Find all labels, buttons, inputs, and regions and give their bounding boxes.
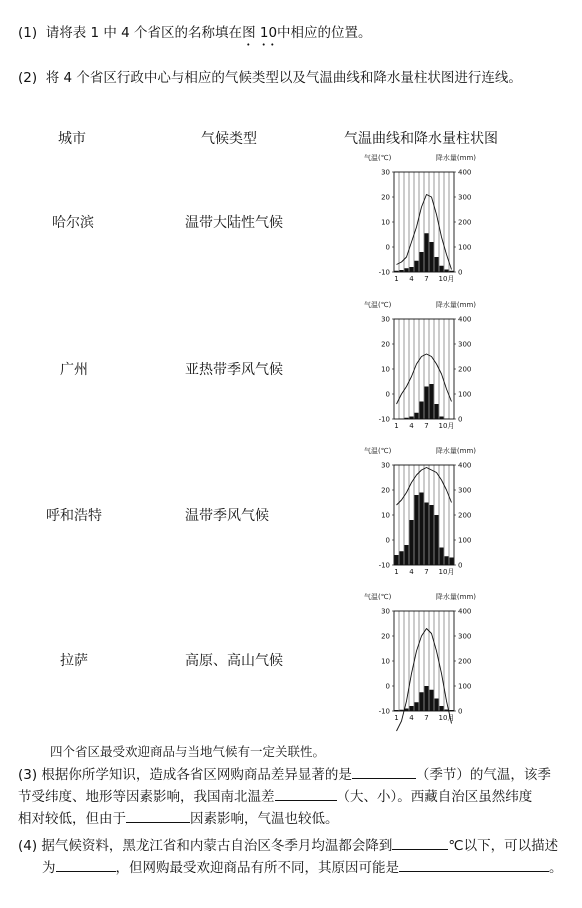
header-chart: 气温曲线和降水量柱状图 — [344, 131, 498, 147]
month-tick-label: 10月 — [438, 275, 455, 283]
temp-tick-label: 10 — [381, 218, 390, 227]
question-2-text: 将 4 个省区行政中心与相应的气候类型以及气温曲线和降水量柱状图进行连线。 — [45, 70, 522, 86]
question-4-line-1 — [18, 835, 578, 857]
month-tick-label: 7 — [424, 568, 429, 576]
precipitation-bar — [419, 402, 423, 420]
month-tick-label: 4 — [409, 714, 414, 722]
precipitation-bar — [434, 404, 438, 419]
month-tick-label: 1 — [394, 714, 399, 722]
precip-tick-label: 0 — [458, 415, 463, 424]
city-harbin: 哈尔滨 — [52, 215, 94, 231]
answer-blank-temperature[interactable] — [392, 835, 448, 850]
month-tick-label: 1 — [394, 422, 399, 430]
precipitation-bar — [429, 384, 433, 419]
answer-blank-reason[interactable] — [399, 857, 549, 872]
precip-tick-label: 200 — [458, 657, 472, 666]
precipitation-bar — [449, 558, 453, 566]
precipitation-bar — [409, 706, 413, 711]
month-tick-label: 1 — [394, 568, 399, 576]
precip-axis-title: 降水量(mm) — [435, 447, 476, 455]
question-4-number: (4) — [18, 838, 38, 854]
question-3-text-2b: （大、小）。西藏自治区虽然纬度 — [336, 789, 533, 805]
precip-tick-label: 0 — [458, 707, 463, 716]
temp-tick-label: 0 — [385, 390, 390, 399]
month-tick-label: 4 — [409, 568, 414, 576]
precip-tick-label: 100 — [458, 682, 472, 691]
temp-axis-title: 气温(℃) — [364, 301, 392, 309]
precipitation-bar — [424, 503, 428, 566]
temp-tick-label: 0 — [385, 243, 390, 252]
precip-tick-label: 300 — [458, 340, 472, 349]
question-3-text-3a: 相对较低，但由于 — [18, 811, 126, 827]
precip-tick-label: 0 — [458, 561, 463, 570]
question-3-text-2a: 节受纬度、地形等因素影响，我国南北温差 — [18, 789, 275, 805]
answer-blank-description[interactable] — [56, 857, 116, 872]
question-1-number: (1) — [18, 25, 38, 41]
precip-tick-label: 200 — [458, 218, 472, 227]
climate-temperate-monsoon: 温带季风气候 — [185, 508, 269, 524]
answer-blank-temp-diff[interactable] — [275, 786, 337, 801]
precipitation-bar — [409, 267, 413, 272]
precipitation-bar — [424, 686, 428, 711]
temp-tick-label: 20 — [381, 340, 390, 349]
temp-tick-label: 10 — [381, 511, 390, 520]
climate-temperate-continental: 温带大陆性气候 — [185, 215, 283, 231]
month-tick-label: 7 — [424, 714, 429, 722]
question-4-text-1b: ℃以下，可以描述 — [448, 838, 559, 854]
precip-tick-label: 100 — [458, 536, 472, 545]
precip-tick-label: 300 — [458, 486, 472, 495]
month-tick-label: 7 — [424, 422, 429, 430]
temp-tick-label: -10 — [378, 268, 390, 277]
header-climate: 气候类型 — [201, 131, 257, 147]
temp-axis-title: 气温(℃) — [364, 154, 392, 162]
temp-tick-label: 10 — [381, 365, 390, 374]
climate-chart-4 — [364, 589, 476, 727]
precip-tick-label: 200 — [458, 511, 472, 520]
temp-tick-label: 0 — [385, 536, 390, 545]
precipitation-bar — [394, 555, 398, 565]
precipitation-bar — [414, 702, 418, 711]
question-3-text-3b: 因素影响，气温也较低。 — [190, 811, 339, 827]
question-4-line-2 — [18, 857, 578, 879]
city-lhasa: 拉萨 — [60, 653, 88, 669]
city-hohhot: 呼和浩特 — [46, 508, 102, 524]
precip-tick-label: 400 — [458, 168, 472, 177]
month-tick-label: 4 — [409, 275, 414, 283]
question-4-text-2a: 为 — [42, 860, 56, 876]
temp-tick-label: 30 — [381, 168, 390, 177]
precipitation-bar — [414, 495, 418, 565]
temp-tick-label: 20 — [381, 486, 390, 495]
precipitation-bar — [439, 706, 443, 711]
precipitation-bar — [404, 545, 408, 565]
precipitation-bar — [429, 690, 433, 711]
question-1-text-b: 中相应的位置。 — [277, 25, 372, 41]
climate-chart-2 — [364, 297, 476, 435]
climate-chart-3 — [364, 443, 476, 581]
month-tick-label: 4 — [409, 422, 414, 430]
precipitation-bar — [399, 551, 403, 565]
precipitation-bar — [444, 556, 448, 565]
precipitation-bar — [434, 257, 438, 272]
question-2 — [18, 69, 522, 87]
precipitation-bar — [414, 413, 418, 419]
temp-tick-label: 20 — [381, 193, 390, 202]
question-3-line-2 — [18, 786, 578, 808]
precip-axis-title: 降水量(mm) — [435, 301, 476, 309]
precipitation-bar — [439, 266, 443, 272]
month-tick-label: 10月 — [438, 714, 455, 722]
precipitation-bar — [404, 268, 408, 272]
question-2-number: (2) — [18, 70, 38, 86]
precip-tick-label: 200 — [458, 365, 472, 374]
note-text: 四个省区最受欢迎商品与当地气候有一定关联性。 — [50, 744, 326, 759]
precipitation-bar — [434, 699, 438, 712]
question-4 — [18, 835, 578, 879]
precipitation-bar — [439, 548, 443, 566]
temp-tick-label: 20 — [381, 632, 390, 641]
climate-subtropical-monsoon: 亚热带季风气候 — [185, 362, 283, 378]
climate-chart-1 — [364, 150, 476, 288]
month-tick-label: 1 — [394, 275, 399, 283]
city-guangzhou: 广州 — [60, 362, 88, 378]
question-4-text-2c: 。 — [549, 860, 563, 876]
temp-tick-label: -10 — [378, 707, 390, 716]
precipitation-bar — [419, 252, 423, 272]
precipitation-bar — [419, 493, 423, 566]
answer-blank-season[interactable] — [352, 764, 416, 779]
answer-blank-factor[interactable] — [126, 808, 190, 823]
precipitation-bar — [419, 692, 423, 711]
question-4-text-1a: 据气候资料，黑龙江省和内蒙古自治区冬季月均温都会降到 — [41, 838, 393, 854]
precip-axis-title: 降水量(mm) — [435, 593, 476, 601]
question-3-number: (3) — [18, 767, 38, 783]
precip-axis-title: 降水量(mm) — [435, 154, 476, 162]
question-3-text-1a: 根据你所学知识，造成各省区网购商品差异显著的是 — [41, 767, 352, 783]
temp-tick-label: 10 — [381, 657, 390, 666]
temp-tick-label: -10 — [378, 415, 390, 424]
question-3-text-1b: （季节）的气温，该季 — [415, 767, 551, 783]
precip-tick-label: 400 — [458, 315, 472, 324]
temp-tick-label: -10 — [378, 561, 390, 570]
precip-tick-label: 100 — [458, 243, 472, 252]
precip-tick-label: 300 — [458, 632, 472, 641]
precip-tick-label: 400 — [458, 607, 472, 616]
header-city: 城市 — [58, 131, 86, 147]
question-1 — [18, 24, 372, 49]
precipitation-bar — [409, 520, 413, 565]
precipitation-bar — [424, 387, 428, 420]
climate-plateau-alpine: 高原、高山气候 — [185, 653, 283, 669]
temp-tick-label: 30 — [381, 315, 390, 324]
question-1-text-a: 请将表 1 中 4 个省区的名称填在 — [45, 25, 243, 41]
month-tick-label: 10月 — [438, 568, 455, 576]
question-3-line-3 — [18, 808, 578, 830]
question-3 — [18, 764, 578, 830]
precipitation-bar — [429, 505, 433, 565]
temp-tick-label: 30 — [381, 607, 390, 616]
month-tick-label: 10月 — [438, 422, 455, 430]
precip-tick-label: 0 — [458, 268, 463, 277]
precip-tick-label: 100 — [458, 390, 472, 399]
question-3-line-1 — [18, 764, 578, 786]
temp-axis-title: 气温(℃) — [364, 593, 392, 601]
precipitation-bar — [424, 233, 428, 272]
temp-tick-label: 30 — [381, 461, 390, 470]
precip-tick-label: 300 — [458, 193, 472, 202]
precipitation-bar — [434, 515, 438, 565]
question-4-text-2b: ，但网购最受欢迎商品有所不同，其原因可能是 — [115, 860, 399, 876]
month-tick-label: 7 — [424, 275, 429, 283]
precipitation-bar — [429, 242, 433, 272]
temp-axis-title: 气温(℃) — [364, 447, 392, 455]
temp-tick-label: 0 — [385, 682, 390, 691]
question-1-emphasis: 图 10 — [242, 25, 278, 41]
precipitation-bar — [414, 261, 418, 272]
precip-tick-label: 400 — [458, 461, 472, 470]
